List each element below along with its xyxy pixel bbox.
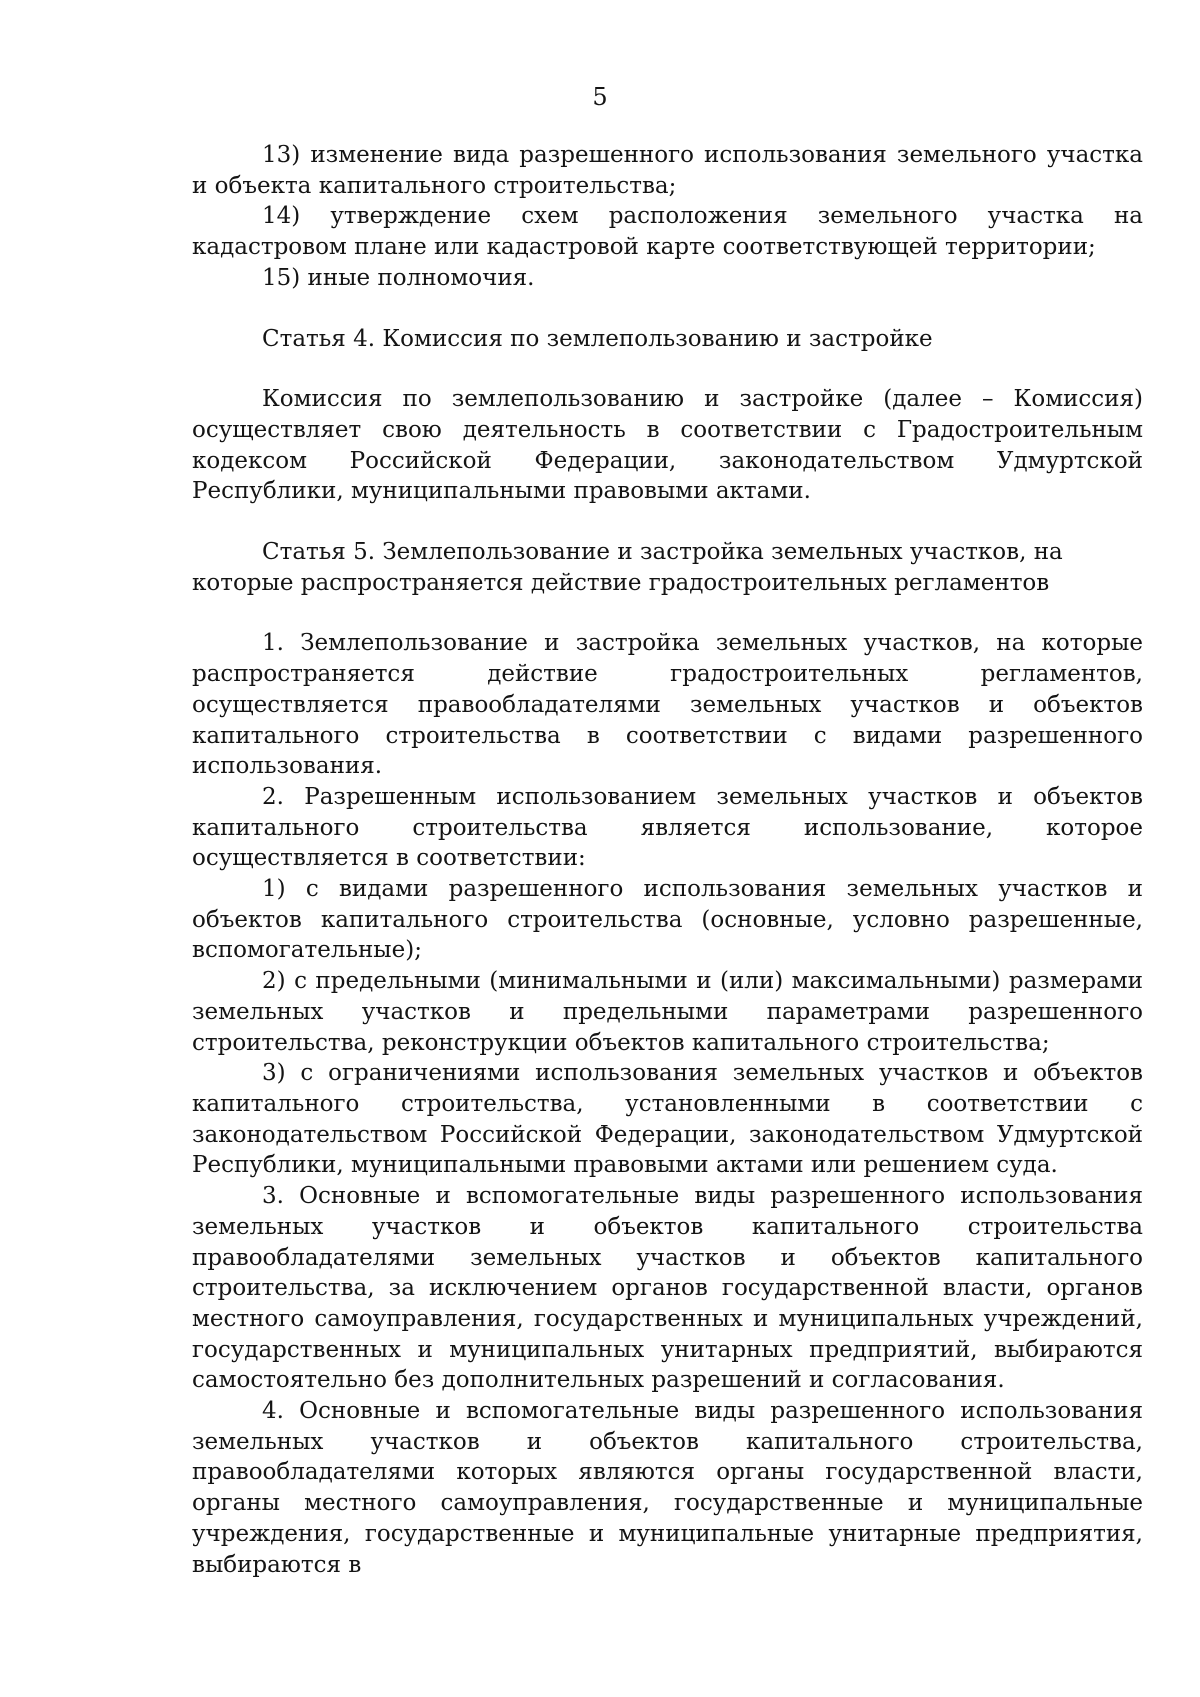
- article-5-item-4: 4. Основные и вспомогательные виды разрешенного использования земельных участков и объектов капитального строительства, правообладателями которых являются органы государственной власти, органы местного самоуправления, государственные и муниципальные учреждения, государственные и муниципальные унитарные предприятия, выбираются в: [192, 1398, 1143, 1578]
- list-item-15: 15) иные полномочия.: [262, 264, 535, 291]
- article-5-title: Статья 5. Землепользование и застройка земельных участков, на которые распространяется действие градостроительных регламентов: [192, 539, 1063, 596]
- article-5-item-2-sub-1: 1) с видами разрешенного использования земельных участков и объектов капитального строительства (основные, условно разрешенные, вспомогательные);: [192, 876, 1143, 964]
- article-5-item-2-sub-3: 3) с ограничениями использования земельных участков и объектов капитального строительства, установленными в соответствии с законодательством Российской Федерации, законодательством Удмуртской Республики, муниципальными правовыми актами или решением суда.: [192, 1060, 1143, 1179]
- article-5-item-1: 1. Землепользование и застройка земельных участков, на которые распространяется действие градостроительных регламентов, осуществляется правообладателями земельных участков и объектов капитального строительства в соответствии с видами разрешенного использования.: [192, 630, 1143, 780]
- article-5-item-3: 3. Основные и вспомогательные виды разрешенного использования земельных участков и объектов капитального строительства правообладателями земельных участков и объектов капитального строительства, за исключением органов государственной власти, органов местного самоуправления, государственных и муниципальных учреждений, государственных и муниципальных унитарных предприятий, выбираются самостоятельно без дополнительных разрешений и согласования.: [192, 1183, 1143, 1394]
- article-5-item-2: 2. Разрешенным использованием земельных участков и объектов капитального строительства является использование, которое осуществляется в соответствии:: [192, 783, 1143, 872]
- document-body: [192, 140, 1143, 1580]
- article-4-title: Статья 4. Комиссия по землепользованию и застройке: [262, 325, 933, 352]
- list-item-14: 14) утверждение схем расположения земельного участка на кадастровом плане или кадастровой карте соответствующей территории;: [192, 203, 1143, 261]
- list-item-13: 13) изменение вида разрешенного использования земельного участка и объекта капитального строительства;: [192, 142, 1143, 199]
- page-number: 5: [592, 83, 608, 111]
- article-4-body: Комиссия по землепользованию и застройке (далее – Комиссия) осуществляет свою деятельность в соответствии с Градостроительным кодексом Российской Федерации, законодательством Удмуртской Республики, муниципальными правовыми актами.: [192, 386, 1143, 505]
- article-5-item-2-sub-2: 2) с предельными (минимальными и (или) максимальными) размерами земельных участков и предельными параметрами разрешенного строительства, реконструкции объектов капитального строительства;: [192, 968, 1143, 1056]
